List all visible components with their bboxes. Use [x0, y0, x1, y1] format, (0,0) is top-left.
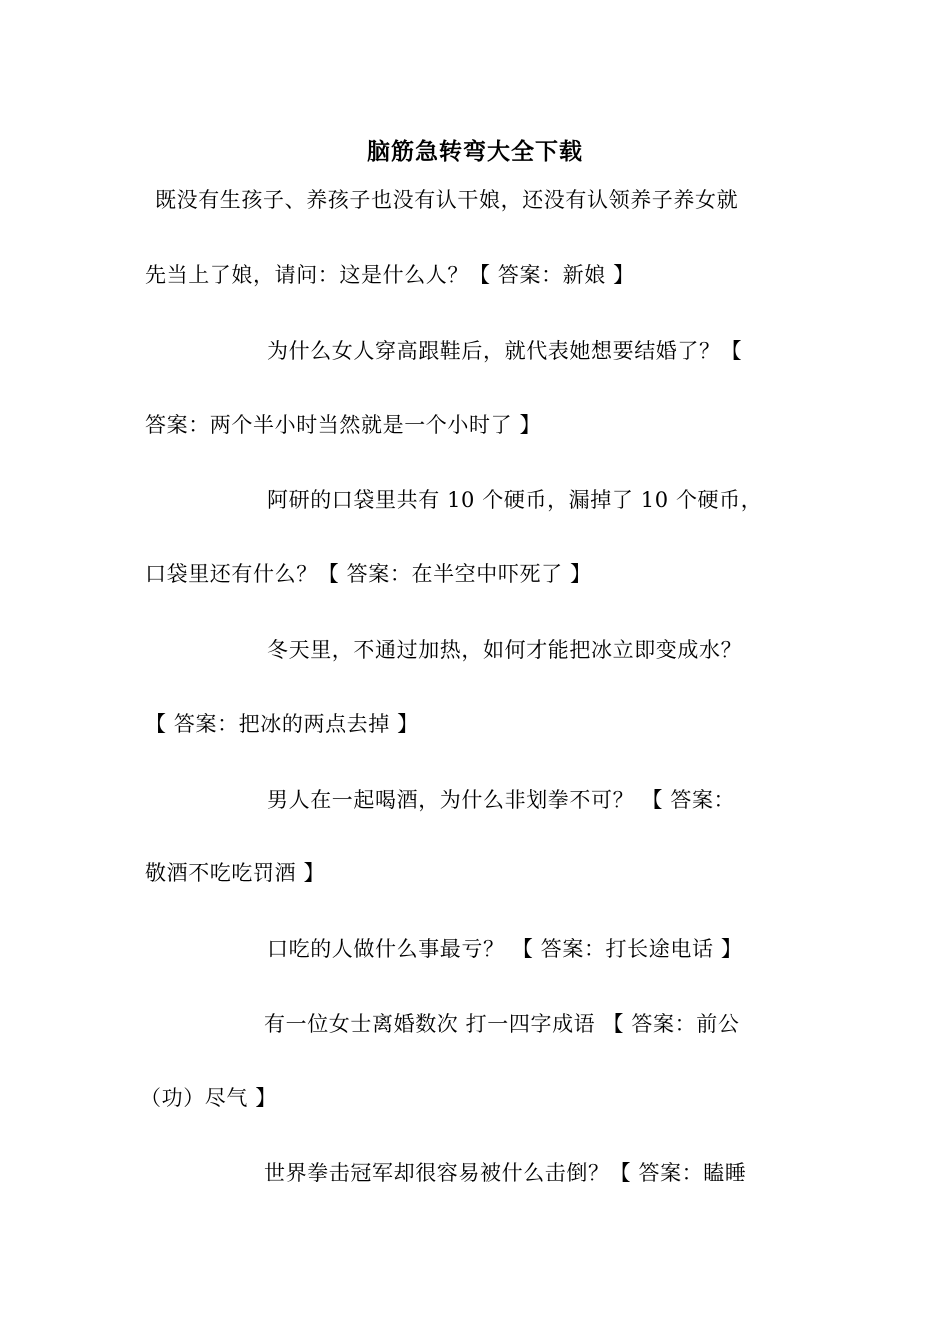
text-line-8: 【 答案：把冰的两点去掉 】	[145, 712, 419, 736]
text-line-12: 有一位女士离婚数次 打一四字成语 【 答案：前公	[264, 1012, 740, 1036]
text-line-2: 先当上了娘，请问：这是什么人？【 答案：新娘 】	[145, 263, 635, 287]
document-title: 脑筋急转弯大全下载	[367, 138, 583, 165]
text-line-6: 口袋里还有什么？【 答案：在半空中吓死了 】	[145, 562, 592, 586]
text-line-10: 敬酒不吃吃罚酒 】	[145, 861, 326, 885]
text-line-7: 冬天里，不通过加热，如何才能把冰立即变成水？	[267, 638, 743, 662]
text-line-1: 既没有生孩子、养孩子也没有认干娘，还没有认领养子养女就	[155, 188, 739, 212]
text-line-4: 答案：两个半小时当然就是一个小时了 】	[145, 413, 542, 437]
text-line-11: 口吃的人做什么事最亏？ 【 答案：打长途电话 】	[267, 937, 743, 961]
text-line-3: 为什么女人穿高跟鞋后，就代表她想要结婚了？【	[267, 339, 743, 363]
text-line-13: （功）尽气 】	[140, 1086, 277, 1110]
text-line-5: 阿研的口袋里共有 10 个硬币，漏掉了 10 个硬币，	[267, 488, 763, 512]
text-line-14: 世界拳击冠军却很容易被什么击倒？【 答案：瞌睡	[264, 1161, 747, 1185]
text-line-9: 男人在一起喝酒，为什么非划拳不可？ 【 答案：	[267, 788, 736, 812]
